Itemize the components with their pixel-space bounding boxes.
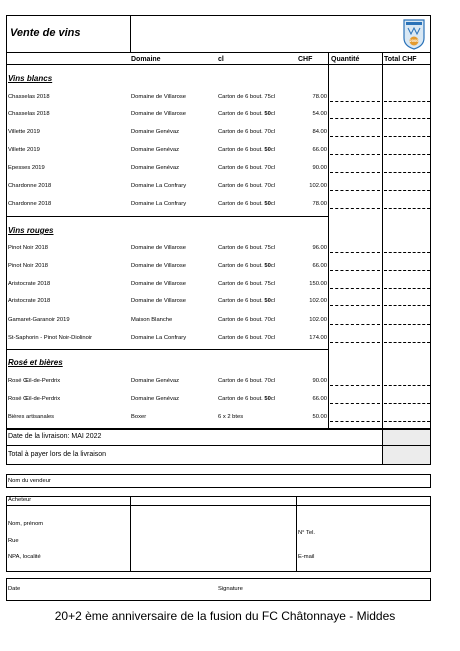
total-field[interactable] [384, 288, 430, 289]
wine-format: Carton de 6 bout. 50cl [218, 396, 276, 402]
wine-price: 102.00 [309, 183, 327, 189]
total-field[interactable] [384, 136, 430, 137]
section-divider [6, 349, 328, 350]
total-field[interactable] [384, 101, 430, 102]
wine-name: Villette 2019 [8, 147, 40, 153]
wine-domaine: Domaine Genévaz [131, 129, 180, 135]
wine-domaine: Domaine de Villarose [131, 94, 186, 100]
footer-text: 20+2 ème anniversaire de la fusion du FC Châtonnaye - Middes [54, 609, 396, 623]
wine-format: Carton de 6 bout. 75cl [218, 94, 276, 100]
wine-format: Carton de 6 bout. 75cl [218, 245, 276, 251]
wine-format: Carton de 6 bout. 70cl [218, 335, 276, 341]
wine-domaine: Boxer [131, 414, 147, 420]
quantity-field[interactable] [330, 324, 380, 325]
section-title: Rosé et bières [8, 358, 63, 367]
crest-year: 2000 [409, 38, 419, 43]
wine-name: Villette 2019 [8, 129, 40, 135]
wine-name: Chardonne 2018 [8, 183, 52, 189]
wine-domaine: Domaine La Confrary [131, 201, 187, 207]
wine-price: 66.00 [312, 263, 327, 269]
wine-format: Carton de 6 bout. 75cl [218, 281, 276, 287]
wine-format: Carton de 6 bout. 70cl [218, 129, 276, 135]
wine-format: Carton de 6 bout. 70cl [218, 183, 276, 189]
wine-name: Chasselas 2018 [8, 94, 50, 100]
wine-domaine: Domaine Genévaz [131, 396, 180, 402]
total-field[interactable] [384, 305, 430, 306]
wine-price: 102.00 [309, 298, 327, 304]
buyer-title: Acheteur [8, 497, 32, 503]
quantity-field[interactable] [330, 342, 380, 343]
wine-format: Carton de 6 bout. 50cl [218, 147, 276, 153]
wine-domaine: Maison Blanche [131, 317, 173, 323]
wine-format: 6 x 2 btes [218, 414, 244, 420]
delivery-date: Date de la livraison: MAI 2022 [8, 433, 102, 440]
wine-name: Pinot Noir 2018 [8, 245, 48, 251]
wine-price: 66.00 [312, 396, 327, 402]
wine-name: St-Saphorin - Pinot Noir-Diolinoir [8, 335, 93, 341]
wine-name: Gamaret-Garanoir 2019 [8, 317, 70, 323]
column-header-cl: cl [218, 56, 224, 63]
wine-domaine: Domaine de Villarose [131, 245, 186, 251]
buyer-email-field[interactable] [330, 550, 430, 571]
wine-name: Rosé Œil-de-Perdrix [8, 396, 61, 402]
section-divider [6, 216, 328, 217]
total-field[interactable] [384, 190, 430, 191]
total-field[interactable] [384, 172, 430, 173]
wine-price: 150.00 [309, 281, 327, 287]
section-title: Vins rouges [8, 226, 54, 235]
total-label: Total à payer lors de la livraison [8, 451, 107, 458]
wine-name: Rosé Œil-de-Perdrix [8, 378, 61, 384]
wine-name: Bières artisanales [8, 414, 55, 420]
buyer-tel-label: N° Tel. [298, 530, 316, 536]
wine-domaine: Domaine La Confrary [131, 335, 187, 341]
total-field[interactable] [384, 421, 430, 422]
buyer-name-label: Nom, prénom [8, 521, 44, 527]
column-header-domaine: Domaine [131, 56, 161, 63]
wine-name: Pinot Noir 2018 [8, 263, 48, 269]
grand-total-field[interactable] [383, 446, 430, 464]
wine-format: Carton de 6 bout. 70cl [218, 165, 276, 171]
wine-price: 54.00 [312, 111, 327, 117]
buyer-name-field[interactable] [131, 506, 295, 528]
wine-format: Carton de 6 bout. 50cl [218, 201, 276, 207]
wine-price: 174.00 [309, 335, 327, 341]
wine-price: 96.00 [312, 245, 327, 251]
quantity-field[interactable] [330, 385, 380, 386]
wine-price: 66.00 [312, 147, 327, 153]
quantity-field[interactable] [330, 190, 380, 191]
quantity-field[interactable] [330, 305, 380, 306]
quantity-field[interactable] [330, 421, 380, 422]
wine-domaine: Domaine La Confrary [131, 183, 187, 189]
date-label: Date [8, 586, 21, 592]
wine-price: 78.00 [312, 94, 327, 100]
wine-price: 90.00 [312, 378, 327, 384]
wine-format: Carton de 6 bout. 70cl [218, 317, 276, 323]
total-field[interactable] [384, 208, 430, 209]
vendor-label: Nom du vendeur [8, 478, 51, 484]
delivery-date-cell [383, 430, 430, 445]
total-field[interactable] [384, 154, 430, 155]
total-field[interactable] [384, 252, 430, 253]
wine-domaine: Domaine Genévaz [131, 165, 180, 171]
buyer-tel-field[interactable] [330, 506, 430, 550]
signature-label: Signature [218, 586, 243, 592]
wine-format: Carton de 6 bout. 70cl [218, 378, 276, 384]
quantity-field[interactable] [330, 270, 380, 271]
wine-domaine: Domaine Genévaz [131, 378, 180, 384]
wine-table [6, 53, 431, 429]
quantity-field[interactable] [330, 172, 380, 173]
wine-format: Carton de 6 bout. 50cl [218, 298, 276, 304]
wine-format: Carton de 6 bout. 50cl [218, 263, 276, 269]
wine-format: Carton de 6 bout. 50cl [218, 111, 276, 117]
quantity-field[interactable] [330, 136, 380, 137]
wine-price: 50.00 [312, 414, 327, 420]
column-header-quantite: Quantité [331, 56, 360, 63]
quantity-field[interactable] [330, 252, 380, 253]
wine-domaine: Domaine de Villarose [131, 281, 186, 287]
wine-name: Epesses 2019 [8, 165, 45, 171]
quantity-field[interactable] [330, 101, 380, 102]
wine-name: Chasselas 2018 [8, 111, 50, 117]
wine-price: 84.00 [312, 129, 327, 135]
quantity-field[interactable] [330, 208, 380, 209]
wine-name: Aristocrate 2018 [8, 281, 51, 287]
wine-price: 78.00 [312, 201, 327, 207]
total-field[interactable] [384, 118, 430, 119]
wine-price: 90.00 [312, 165, 327, 171]
wine-domaine: Domaine de Villarose [131, 111, 186, 117]
quantity-field[interactable] [330, 154, 380, 155]
quantity-field[interactable] [330, 118, 380, 119]
quantity-field[interactable] [330, 288, 380, 289]
column-header-total: Total CHF [384, 56, 417, 63]
wine-domaine: Domaine Genévaz [131, 147, 180, 153]
wine-domaine: Domaine de Villarose [131, 263, 186, 269]
total-field[interactable] [384, 324, 430, 325]
buyer-city-label: NPA, localité [8, 554, 41, 560]
wine-domaine: Domaine de Villarose [131, 298, 186, 304]
total-field[interactable] [384, 403, 430, 404]
date-field[interactable] [30, 579, 210, 600]
column-header-chf: CHF [298, 56, 313, 63]
total-field[interactable] [384, 385, 430, 386]
buyer-email-label: E-mail [298, 554, 315, 560]
signature-field[interactable] [260, 579, 430, 600]
wine-name: Chardonne 2018 [8, 201, 52, 207]
buyer-street-label: Rue [8, 538, 19, 544]
club-crest-icon [402, 18, 426, 50]
total-field[interactable] [384, 342, 430, 343]
total-field[interactable] [384, 270, 430, 271]
wine-price: 102.00 [309, 317, 327, 323]
section-title: Vins blancs [8, 74, 53, 83]
vendor-box[interactable] [6, 474, 431, 488]
page-title: Vente de vins [10, 27, 81, 39]
quantity-field[interactable] [330, 403, 380, 404]
wine-name: Aristocrate 2018 [8, 298, 51, 304]
